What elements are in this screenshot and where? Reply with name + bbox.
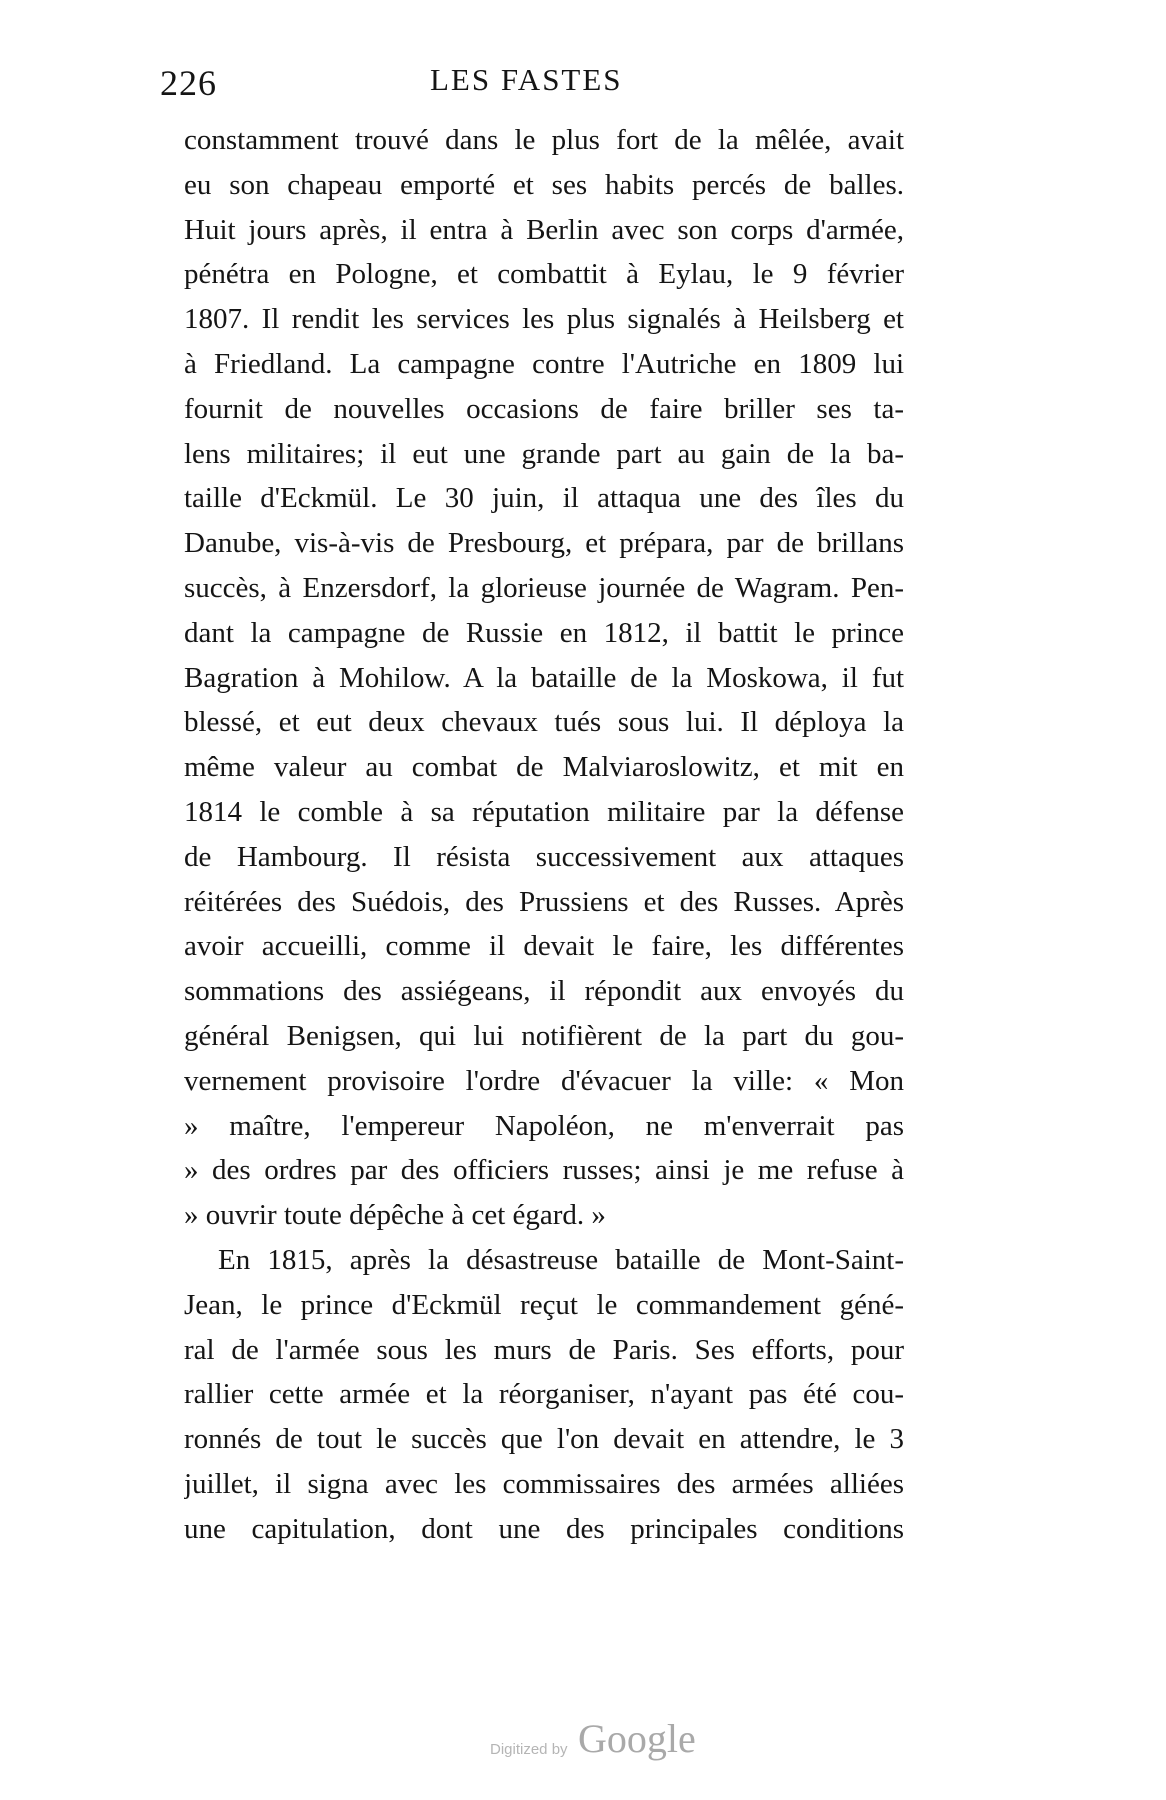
text-line: fournit de nouvelles occasions de faire briller ses ta-: [184, 392, 904, 425]
text-line: 1814 le comble à sa réputation militaire par la défense: [184, 795, 904, 828]
text-line: vernement provisoire l'ordre d'évacuer la ville: « Mon: [184, 1064, 904, 1097]
text-line: dant la campagne de Russie en 1812, il battit le prince: [184, 616, 904, 649]
text-line: avoir accueilli, comme il devait le faire, les différentes: [184, 930, 904, 963]
text-line: eu son chapeau emporté et ses habits percés de balles.: [184, 168, 904, 201]
text-line: Huit jours après, il entra à Berlin avec son corps d'armée,: [184, 213, 904, 246]
text-line: pénétra en Pologne, et combattit à Eylau, le 9 février: [184, 258, 904, 291]
text-line: lens militaires; il eut une grande part au gain de la ba-: [184, 437, 904, 470]
text-line: Danube, vis-à-vis de Presbourg, et prépara, par de brillans: [184, 527, 904, 560]
text-line: taille d'Eckmül. Le 30 juin, il attaqua une des îles du: [184, 482, 904, 515]
digitized-by-label: Digitized by: [490, 1741, 568, 1758]
page-number: 226: [160, 63, 217, 103]
text-line: sommations des assiégeans, il répondit aux envoyés du: [184, 975, 904, 1008]
text-line: » des ordres par des officiers russes; ainsi je me refuse à: [184, 1154, 904, 1187]
text-line: constamment trouvé dans le plus fort de la mêlée, avait: [184, 124, 904, 156]
text-line: même valeur au combat de Malviaroslowitz, et mit en: [184, 751, 904, 784]
google-logo: Google: [578, 1716, 696, 1761]
text-line: 1807. Il rendit les services les plus signalés à Heilsberg et: [184, 303, 904, 336]
text-line: une capitulation, dont une des principales conditions: [184, 1512, 904, 1545]
text-line: rallier cette armée et la réorganiser, n'ayant pas été cou-: [184, 1378, 904, 1411]
text-line: réitérées des Suédois, des Prussiens et des Russes. Après: [184, 885, 904, 918]
body-text: [184, 118, 904, 1552]
digitized-by-watermark: [490, 1715, 750, 1765]
text-line: En 1815, après la désastreuse bataille de Mont-Saint-: [218, 1243, 904, 1276]
text-line: » ouvrir toute dépêche à cet égard. »: [184, 1199, 606, 1232]
text-line: à Friedland. La campagne contre l'Autriche en 1809 lui: [184, 347, 904, 380]
text-line: blessé, et eut deux chevaux tués sous lui. Il déploya la: [184, 706, 904, 739]
text-line: ronnés de tout le succès que l'on devait en attendre, le 3: [184, 1423, 904, 1456]
text-line: Bagration à Mohilow. A la bataille de la Moskowa, il fut: [184, 661, 904, 694]
page-header: [160, 62, 920, 112]
text-line: de Hambourg. Il résista successivement aux attaques: [184, 840, 904, 873]
text-line: juillet, il signa avec les commissaires des armées alliées: [184, 1467, 904, 1500]
running-title: LES FASTES: [430, 62, 623, 97]
text-line: Jean, le prince d'Eckmül reçut le commandement géné-: [184, 1288, 904, 1321]
text-line: succès, à Enzersdorf, la glorieuse journée de Wagram. Pen-: [184, 571, 904, 604]
text-line: ral de l'armée sous les murs de Paris. Ses efforts, pour: [184, 1333, 904, 1366]
text-line: général Benigsen, qui lui notifièrent de la part du gou-: [184, 1019, 904, 1052]
text-line: » maître, l'empereur Napoléon, ne m'enverrait pas: [184, 1109, 904, 1142]
